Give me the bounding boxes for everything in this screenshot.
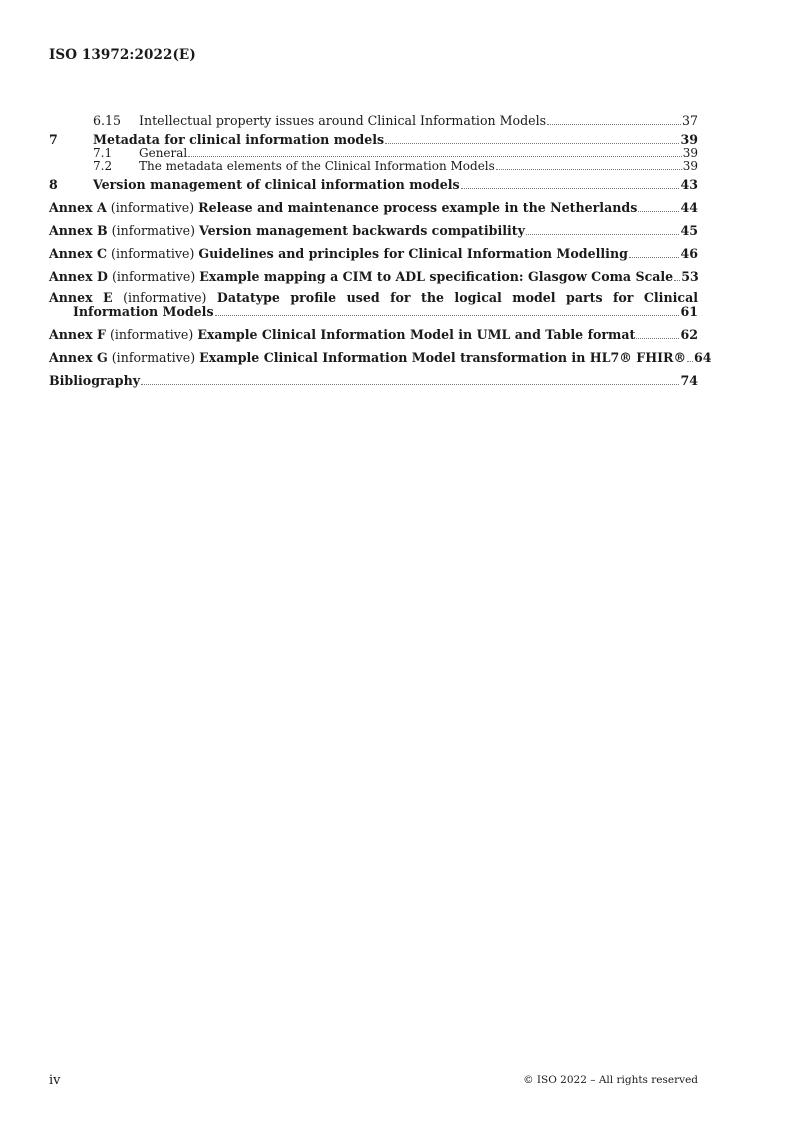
- toc-entry-7[interactable]: [49, 132, 698, 147]
- toc-title: Intellectual property issues around Clinical Information Models: [139, 113, 547, 128]
- dot-leader: [496, 169, 682, 170]
- dot-leader: [461, 188, 680, 189]
- toc-title: Example Clinical Information Model transformation in HL7® FHIR®: [199, 350, 687, 365]
- toc-entry-annex-f[interactable]: [49, 327, 698, 342]
- toc-page: 74: [680, 373, 698, 388]
- toc-title: Example Clinical Information Model in UML and Table format: [197, 327, 636, 342]
- annex-label: Annex G: [49, 350, 108, 365]
- annex-type: (informative): [111, 246, 195, 261]
- toc-page: 64: [694, 350, 712, 365]
- toc-entry-annex-d[interactable]: [49, 269, 698, 284]
- toc-page: 61: [680, 304, 698, 319]
- toc-entry-annex-c[interactable]: [49, 246, 698, 261]
- toc-page: 37: [681, 113, 698, 128]
- copyright-notice: © ISO 2022 – All rights reserved: [523, 1074, 698, 1086]
- toc-page: 46: [680, 246, 698, 261]
- annex-label: Annex E: [49, 290, 113, 305]
- toc-page: 39: [680, 132, 698, 147]
- toc-number: 6.15: [93, 113, 122, 128]
- dot-leader: [674, 280, 680, 281]
- toc-title: Example mapping a CIM to ADL specification: Glasgow Coma Scale: [199, 269, 674, 284]
- toc-page: 44: [680, 200, 698, 215]
- annex-type: (informative): [123, 290, 207, 305]
- dot-leader: [629, 257, 680, 258]
- toc-page: 43: [680, 177, 698, 192]
- toc-number: 7: [49, 132, 58, 147]
- dot-leader: [547, 124, 681, 125]
- toc-title: Metadata for clinical information models: [93, 132, 385, 147]
- toc-number: 7.2: [93, 159, 113, 173]
- toc-title: Release and maintenance process example in the Netherlands: [198, 200, 638, 215]
- dot-leader: [215, 315, 680, 316]
- annex-type: (informative): [111, 223, 195, 238]
- toc-title: Guidelines and principles for Clinical Information Modelling: [198, 246, 628, 261]
- toc-page: 45: [680, 223, 698, 238]
- toc-page: 53: [681, 269, 699, 284]
- toc-number: 8: [49, 177, 58, 192]
- dot-leader: [188, 156, 681, 157]
- table-of-contents: [49, 113, 712, 388]
- dot-leader: [141, 384, 679, 385]
- annex-label: Annex C: [49, 246, 108, 261]
- toc-entry-annex-a[interactable]: [49, 200, 698, 215]
- annex-type: (informative): [111, 269, 196, 284]
- toc-entry-7-2[interactable]: [49, 160, 698, 173]
- toc-entry-6-15[interactable]: [49, 113, 698, 128]
- annex-label: Annex A: [49, 200, 107, 215]
- toc-title: The metadata elements of the Clinical Information Models: [139, 159, 495, 173]
- toc-title: Datatype profile used for the logical model parts for Clinical: [216, 290, 699, 305]
- annex-label: Annex B: [49, 223, 108, 238]
- annex-type: (informative): [110, 200, 195, 215]
- dot-leader: [687, 361, 693, 362]
- toc-entry-8[interactable]: [49, 177, 698, 192]
- document-id: ISO 13972:2022(E): [49, 47, 196, 63]
- annex-label: Annex D: [49, 269, 108, 284]
- dot-leader: [636, 338, 679, 339]
- page-number: iv: [49, 1073, 61, 1088]
- toc-page: 39: [682, 146, 698, 160]
- dot-leader: [385, 143, 679, 144]
- dot-leader: [638, 211, 679, 212]
- toc-title: General: [139, 146, 188, 160]
- annex-type: (informative): [109, 327, 194, 342]
- annex-label: Annex F: [49, 327, 106, 342]
- toc-number: 7.1: [93, 146, 113, 160]
- toc-page: 39: [682, 159, 698, 173]
- dot-leader: [526, 234, 680, 235]
- toc-entry-annex-g[interactable]: [49, 350, 712, 365]
- toc-entry-annex-e[interactable]: [49, 291, 698, 319]
- toc-page: 62: [680, 327, 698, 342]
- toc-entry-annex-b[interactable]: [49, 223, 698, 238]
- toc-title: Version management of clinical information models: [93, 177, 460, 192]
- toc-title: Bibliography: [49, 373, 141, 388]
- toc-entry-bibliography[interactable]: [49, 373, 698, 388]
- toc-title-continued: Information Models: [73, 304, 214, 319]
- toc-title: Version management backwards compatibility: [199, 223, 525, 238]
- annex-type: (informative): [111, 350, 196, 365]
